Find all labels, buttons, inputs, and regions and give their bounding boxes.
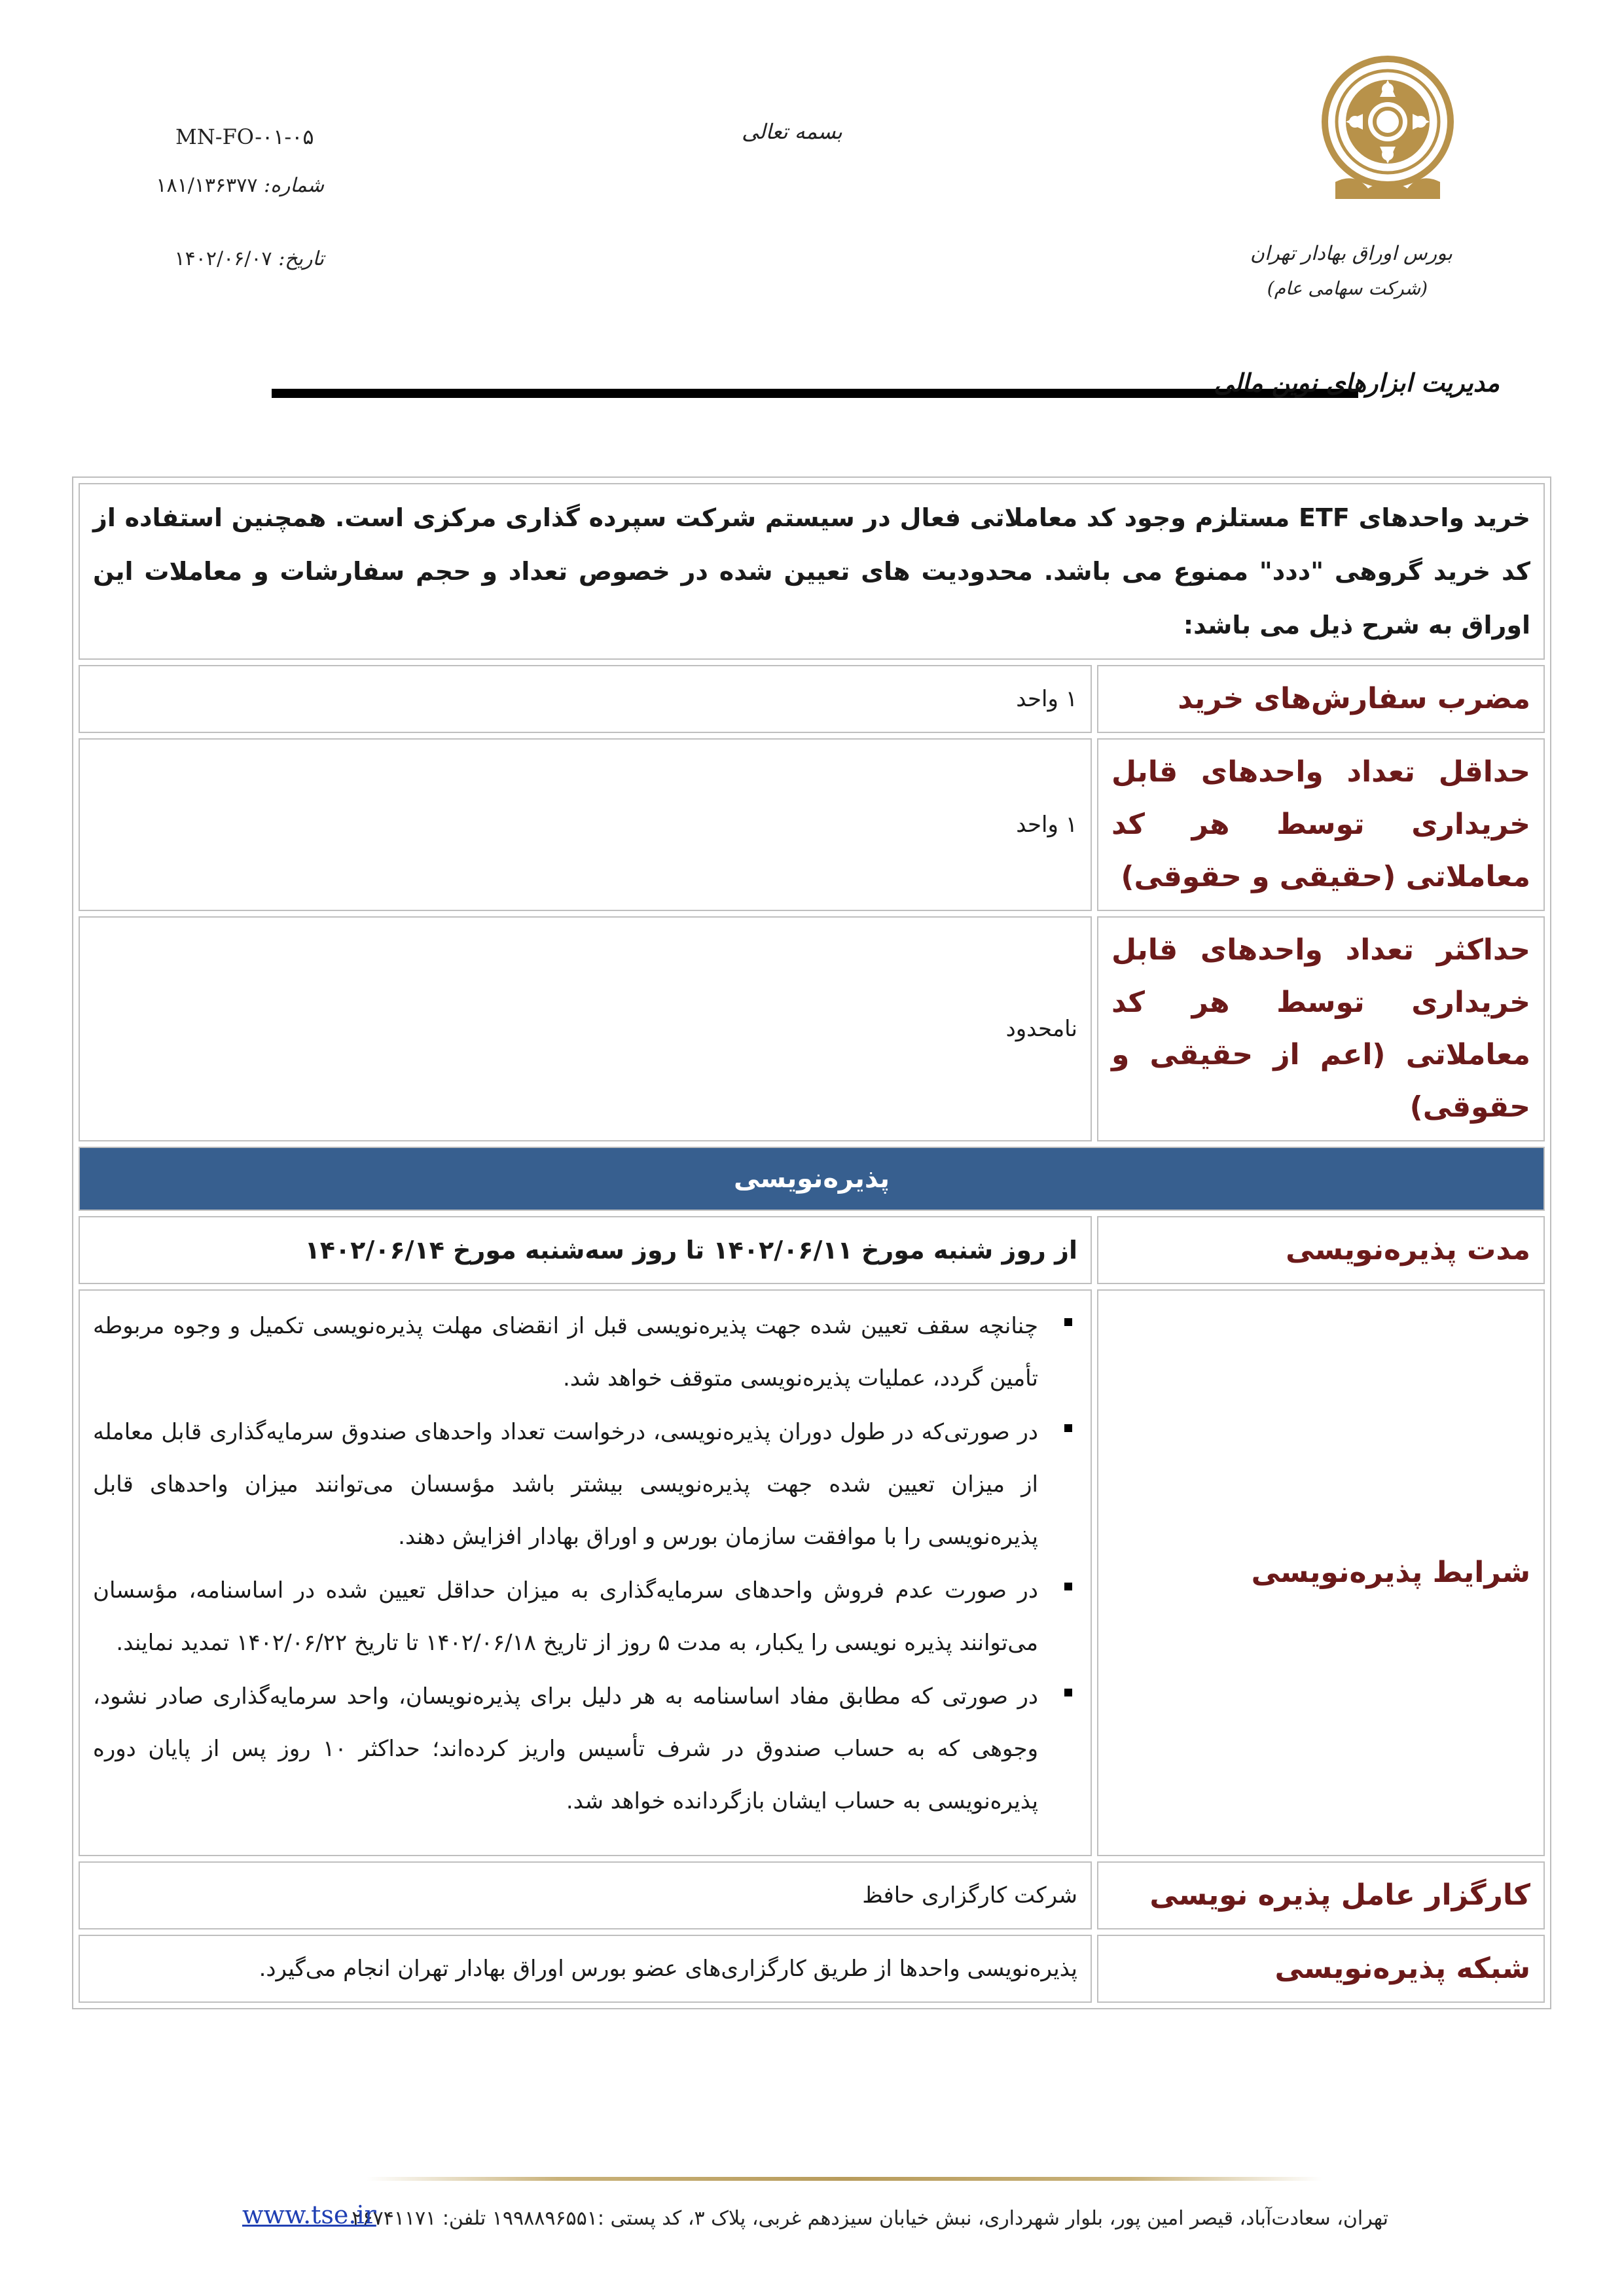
conditions-list xyxy=(93,1300,1077,1827)
table-row xyxy=(79,738,1545,911)
organization-name: بورس اوراق بهادار تهران xyxy=(1250,242,1453,265)
intro-row xyxy=(79,483,1545,660)
broker-value: شرکت کارگزاری حافظ xyxy=(79,1861,1092,1929)
buy-order-multiple-label: مضرب سفارش‌های خرید xyxy=(1097,665,1545,733)
footer-divider xyxy=(367,2177,1322,2181)
network-value: پذیره‌نویسی واحدها از طریق کارگزاری‌های عضو بورس اوراق بهادار تهران انجام می‌گیرد. xyxy=(79,1935,1092,2003)
etf-conditions-table xyxy=(72,476,1551,2009)
max-units-value: نامحدود xyxy=(79,916,1092,1141)
header-divider xyxy=(272,389,1358,398)
subscription-period-value: از روز شنبه مورخ ۱۴۰۲/۰۶/۱۱ تا روز سه‌شنبه مورخ ۱۴۰۲/۰۶/۱۴ xyxy=(79,1216,1092,1284)
min-units-label: حداقل تعداد واحدهای قابل خریداری توسط هر کد معاملاتی (حقیقی و حقوقی) xyxy=(1097,738,1545,911)
letter-number xyxy=(156,174,324,197)
section-banner-row xyxy=(79,1147,1545,1211)
date-label: تاریخ: xyxy=(278,247,324,270)
buy-order-multiple-value: ۱ واحد xyxy=(79,665,1092,733)
website-link[interactable]: www.tse.ir xyxy=(242,2200,376,2229)
section-title: پذیره‌نویسی xyxy=(79,1147,1545,1211)
organization-type: (شرکت سهامی عام) xyxy=(1267,278,1428,299)
table-row xyxy=(79,1289,1545,1856)
subscription-conditions-cell xyxy=(79,1289,1092,1856)
department-title: مدیریت ابزارهای نوین مالی xyxy=(1214,368,1500,397)
subscription-conditions-label: شرایط پذیره‌نویسی xyxy=(1097,1289,1545,1856)
number-label: شماره: xyxy=(264,174,324,197)
table-row xyxy=(79,1861,1545,1929)
tse-emblem-icon xyxy=(1316,51,1460,208)
date-value: ۱۴۰۲/۰۶/۰۷ xyxy=(174,247,272,270)
intro-text: خرید واحدهای ETF مستلزم وجود کد معاملاتی فعال در سیستم شرکت سپرده گذاری مرکزی است. همچنین استفاده از کد خرید گروهی "ددد" ممنوع می باشد. محدودیت های تعیین شده در خصوص تعداد و حجم سفارشات و معاملات این اوراق به شرح ذیل می باشد: xyxy=(79,483,1545,660)
letter-date xyxy=(174,247,324,270)
number-value: ۱۸۱/۱۳۶۳۷۷ xyxy=(156,174,258,197)
broker-label: کارگزار عامل پذیره نویسی xyxy=(1097,1861,1545,1929)
basmala: بسمه تعالی xyxy=(742,119,842,144)
subscription-period-label: مدت پذیره‌نویسی xyxy=(1097,1216,1545,1284)
list-item: در صورتی که مطابق مفاد اساسنامه به هر دلیل برای پذیره‌نویسان، واحد سرمایه‌گذاری صادر نشود، وجوهی که به حساب صندوق در شرف تأسیس واریز کرده‌اند؛ حداکثر ۱۰ روز پس از پایان دوره پذیره‌نویسی به حساب ایشان بازگردانده خواهد شد. xyxy=(93,1670,1038,1827)
table-row xyxy=(79,916,1545,1141)
max-units-label: حداکثر تعداد واحدهای قابل خریداری توسط هر کد معاملاتی (اعم از حقیقی و حقوقی) xyxy=(1097,916,1545,1141)
table-row xyxy=(79,665,1545,733)
form-code: MN-FO-۰۱-۰۵ xyxy=(175,124,314,149)
list-item: در صورت عدم فروش واحدهای سرمایه‌گذاری به میزان حداقل تعیین شده در اساسنامه، مؤسسان می‌توانند پذیره نویسی را یکبار، به مدت ۵ روز از تاریخ ۱۴۰۲/۰۶/۱۸ تا تاریخ ۱۴۰۲/۰۶/۲۲ تمدید نمایند. xyxy=(93,1564,1038,1669)
network-label: شبکه پذیره‌نویسی xyxy=(1097,1935,1545,2003)
table-row xyxy=(79,1216,1545,1284)
list-item: چنانچه سقف تعیین شده جهت پذیره‌نویسی قبل از انقضای مهلت پذیره‌نویسی تکمیل و وجوه مربوطه تأمین گردد، عملیات پذیره‌نویسی متوقف خواهد شد. xyxy=(93,1300,1038,1405)
table-row xyxy=(79,1935,1545,2003)
footer-address: تهران، سعادت‌آباد، قیصر امین پور، بلوار شهرداری، نبش خیابان سیزدهم غربی، پلاک ۳، کد پستی :۱۹۹۸۸۹۶۵۵۱ تلفن: ۲۶۷۴۱۱۷۱ xyxy=(352,2207,1388,2230)
min-units-value: ۱ واحد xyxy=(79,738,1092,911)
list-item: در صورتی‌که در طول دوران پذیره‌نویسی، درخواست تعداد واحدهای صندوق سرمایه‌گذاری قابل معامله از میزان تعیین شده جهت پذیره‌نویسی بیشتر باشد مؤسسان می‌توانند میزان واحدهای قابل پذیره‌نویسی را با موافقت سازمان بورس و اوراق بهادار افزایش دهند. xyxy=(93,1406,1038,1563)
